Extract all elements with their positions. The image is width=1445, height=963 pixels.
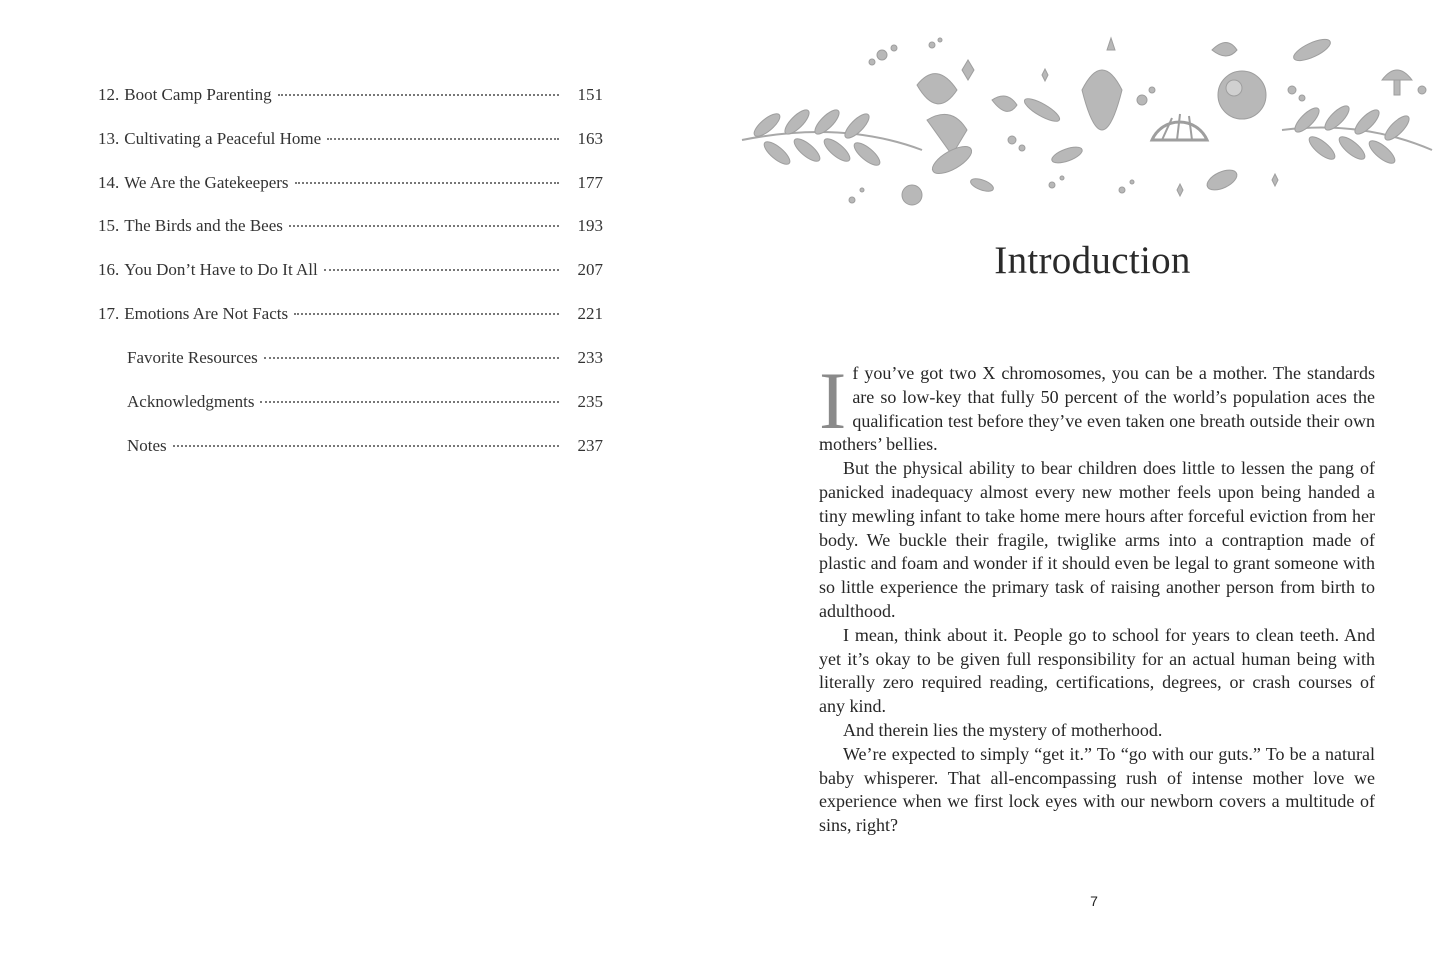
toc-title: Favorite Resources (127, 348, 258, 367)
toc-number: 17. (98, 304, 120, 323)
right-page (722, 0, 1445, 963)
chapter-title: Introduction (994, 239, 1191, 282)
toc-entry (98, 348, 603, 378)
toc-page-number: 237 (577, 436, 603, 455)
toc-leader-dots (289, 224, 559, 227)
toc-page-number: 193 (577, 216, 603, 235)
paragraph: We’re expected to simply “get it.” To “go with our guts.” To be a natural baby whisperer. That all-encompassing rush of intense mother love we experience when we first lock eyes with our newborn covers a multitude of sins, right? (819, 743, 1375, 836)
toc-page-number: 233 (577, 348, 603, 367)
toc-number: 13. (98, 129, 120, 148)
toc-leader-dots (173, 444, 559, 447)
toc-page-number: 235 (577, 392, 603, 411)
toc-title: Emotions Are Not Facts (124, 304, 289, 323)
toc-title: Acknowledgments (127, 392, 255, 411)
paragraph: I mean, think about it. People go to school for years to clean teeth. And yet it’s okay to be given full responsibility for an actual human being with literally zero required reading, certifications, degrees, or crash courses of any kind. (819, 624, 1375, 717)
toc-number: 15. (98, 216, 120, 235)
toc-leader-dots (278, 93, 559, 96)
paragraph: And therein lies the mystery of motherhood. (843, 719, 1163, 740)
toc-title: We Are the Gatekeepers (124, 173, 289, 192)
toc-title: Notes (127, 436, 167, 455)
floral-ornament-banner (722, 30, 1445, 215)
toc-page-number: 177 (577, 173, 603, 192)
toc-entry (98, 304, 603, 334)
toc-number: 12. (98, 85, 120, 104)
toc-leader-dots (264, 356, 559, 359)
toc-number: 16. (98, 260, 120, 279)
toc-entry (98, 392, 603, 422)
toc-page-number: 151 (577, 85, 603, 104)
toc-leader-dots (294, 312, 559, 315)
toc-entry (98, 173, 603, 203)
toc-page-number: 163 (577, 129, 603, 148)
toc-page-number: 207 (577, 260, 603, 279)
paragraph: But the physical ability to bear children does little to lessen the pang of panicked inadequacy almost every new mother feels upon being handed a tiny mewling infant to take home mere hours after forceful eviction from her body. We buckle their fragile, twiglike arms into a contraption made of plastic and foam and wonder if it should even be legal to grant someone with so little experience the primary task of raising another person from birth to adulthood. (819, 458, 1375, 621)
toc-leader-dots (327, 137, 559, 140)
paragraph-text: f you’ve got two X chromosomes, you can be a mother. The standards are so low-key that fully 50 percent of the world’s population aces the qualification test before they’ve even taken one breath outside their own mothers’ bellies. (819, 363, 1375, 455)
toc-leader-dots (324, 268, 559, 271)
toc-leader-dots (295, 181, 559, 184)
toc-number: 14. (98, 173, 120, 192)
toc-entry (98, 436, 603, 466)
toc-entry (98, 260, 603, 290)
toc-title: The Birds and the Bees (124, 216, 283, 235)
toc-title: Cultivating a Peaceful Home (124, 129, 322, 148)
toc-leader-dots (260, 400, 559, 403)
toc-title: Boot Camp Parenting (124, 85, 272, 104)
left-page (0, 0, 722, 963)
page-number: 7 (1090, 893, 1098, 909)
toc-entry (98, 216, 603, 246)
chapter-body (819, 355, 1375, 838)
toc-entry (98, 85, 603, 115)
toc-entry (98, 129, 603, 159)
drop-cap: I (819, 355, 847, 446)
toc-page-number: 221 (577, 304, 603, 323)
paragraph (819, 355, 1375, 457)
toc-title: You Don’t Have to Do It All (124, 260, 318, 279)
